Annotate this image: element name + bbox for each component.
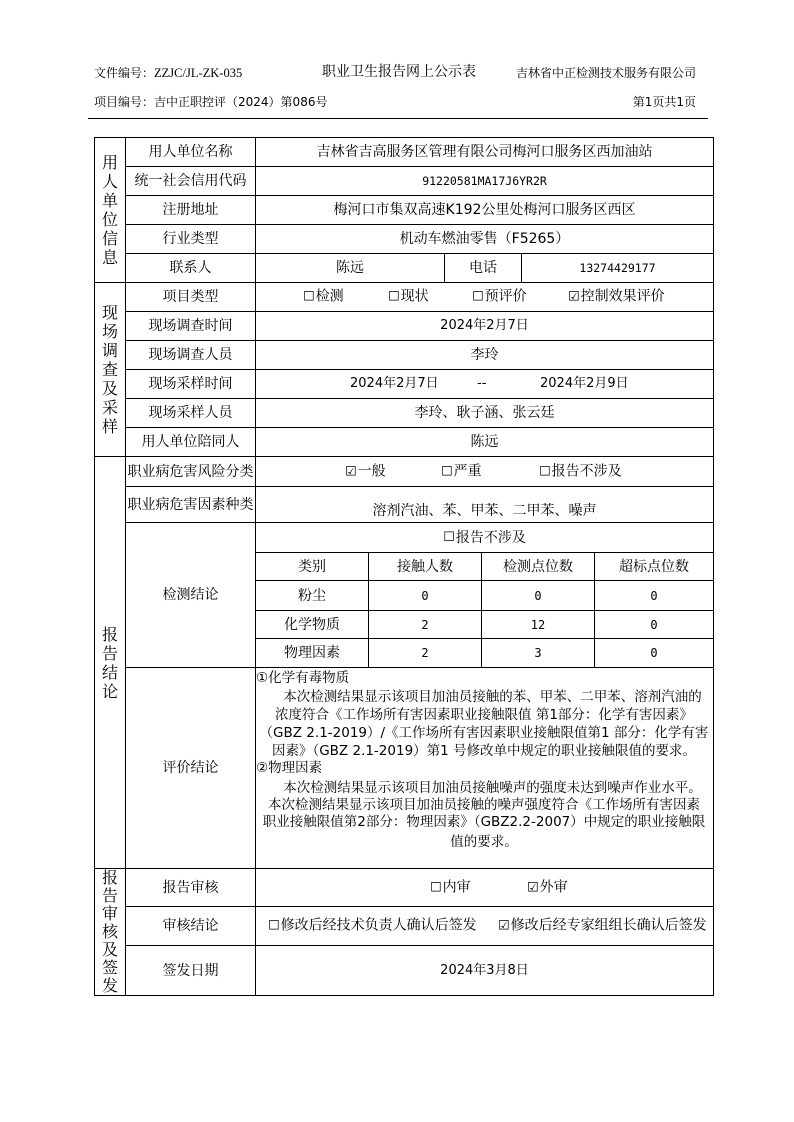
- section-title: 现场调查及采样: [101, 303, 118, 436]
- checkbox-icon[interactable]: ☐: [268, 918, 280, 934]
- project-type-option-control-effect[interactable]: [568, 289, 665, 306]
- checkbox-icon[interactable]: ☐: [303, 289, 315, 305]
- risk-option-general[interactable]: [345, 463, 386, 480]
- evaluation-text-line: 本次检测结果显示该项目加油员接触的噪声强度符合《工作场所有害因素: [268, 797, 700, 813]
- option-label: 外审: [539, 879, 568, 895]
- checkbox-icon[interactable]: ☐: [441, 464, 453, 479]
- evaluation-text-line: （GBZ 2.1-2019）/《工作场所有害因素职业接触限值第1 部分：化学有害: [259, 725, 709, 741]
- table-row-category: 粉尘: [255, 580, 369, 611]
- risk-class-options: [255, 456, 714, 487]
- header-divider: [88, 118, 708, 119]
- section-title: 报告结论: [101, 624, 118, 701]
- hazard-factors-label: 职业病危害因素种类: [125, 486, 256, 523]
- review-option-internal[interactable]: [430, 879, 471, 896]
- report-review-label: 报告审核: [125, 868, 256, 907]
- table-cell-points: 12: [481, 610, 595, 639]
- table-cell-exceed: 0: [594, 610, 714, 639]
- checkbox-icon[interactable]: ☐: [472, 289, 484, 305]
- escort-value: 陈远: [255, 427, 714, 457]
- review-conclusion-options: [255, 906, 714, 946]
- company-name: 吉林省中正检测技术服务有限公司: [515, 66, 696, 80]
- phone-value: 13274429177: [521, 253, 714, 283]
- sampler-label: 现场采样人员: [125, 398, 256, 428]
- detection-header-exceed: 超标点位数: [594, 552, 714, 581]
- surveyor-value: 李玲: [255, 340, 714, 370]
- project-number: [94, 94, 327, 110]
- sampling-time-range: [255, 369, 714, 399]
- table-row-category: 物理因素: [255, 638, 369, 668]
- checkbox-icon[interactable]: ☐: [430, 880, 442, 895]
- file-number-label: 文件编号：: [94, 66, 155, 80]
- phone-label: 电话: [444, 253, 522, 283]
- table-row-category: 化学物质: [255, 610, 369, 639]
- option-label: 现状: [400, 288, 429, 305]
- table-cell-points: 3: [481, 638, 595, 668]
- evaluation-text-line: 职业接触限值第2部分：物理因素》（GBZ2.2-2007）中规定的职业接触限: [262, 814, 706, 830]
- review-conclusion-label: 审核结论: [125, 906, 256, 946]
- file-number: [94, 65, 242, 81]
- option-label: 严重: [453, 463, 482, 479]
- project-type-label: 项目类型: [125, 282, 256, 312]
- review-option-external[interactable]: [527, 879, 568, 896]
- hazard-factors-value: 溶剂汽油、苯、甲苯、二甲苯、噪声: [255, 486, 714, 523]
- evaluation-text-line: 浓度符合《工作场所有害因素职业接触限值 第1部分：化学有害因素》: [275, 707, 693, 723]
- option-label: 预评价: [484, 288, 527, 305]
- industry-value: 机动车燃油零售（F5265）: [255, 224, 714, 254]
- project-number-label: 项目编号：: [94, 95, 155, 109]
- risk-class-label: 职业病危害风险分类: [125, 456, 256, 487]
- option-label: 报告不涉及: [551, 463, 622, 479]
- credit-code-value: 91220581MA17J6YR2R: [255, 166, 714, 196]
- address-label: 注册地址: [125, 195, 256, 225]
- section-report-conclusion: [94, 456, 126, 869]
- option-label: 报告不涉及: [455, 529, 526, 546]
- evaluation-text-line: 本次检测结果显示该项目加油员接触噪声的强度未达到噪声作业水平。: [283, 780, 702, 796]
- section-title: 用人单位信息: [101, 153, 118, 267]
- surveyor-label: 现场调查人员: [125, 340, 256, 370]
- contact-label: 联系人: [125, 253, 256, 283]
- report-review-options: [255, 868, 714, 907]
- evaluation-heading-chemical: ①化学有毒物质: [256, 670, 350, 686]
- checked-checkbox-icon[interactable]: ☑: [498, 918, 510, 934]
- section-survey-sampling: [94, 282, 126, 457]
- option-label: 控制效果评价: [580, 288, 665, 305]
- checked-checkbox-icon[interactable]: ☑: [568, 289, 580, 305]
- project-type-option-detection[interactable]: [303, 289, 344, 306]
- page-indicator: 第1页共1页: [632, 95, 696, 109]
- address-value: 梅河口市集双高速K192公里处梅河口服务区西区: [255, 195, 714, 225]
- review-conclusion-option-tech-lead[interactable]: [268, 918, 477, 935]
- detection-header-points: 检测点位数: [481, 552, 595, 581]
- checkbox-icon[interactable]: ☐: [388, 289, 400, 305]
- document-title: 职业卫生报告网上公示表: [322, 64, 476, 80]
- survey-time-value: 2024年2月7日: [255, 311, 714, 341]
- sampling-end-date: 2024年2月9日: [540, 376, 629, 391]
- employer-name-label: 用人单位名称: [125, 137, 256, 167]
- project-type-option-status[interactable]: [388, 289, 429, 306]
- option-label: 修改后经技术负责人确认后签发: [280, 917, 477, 934]
- risk-option-not-applicable[interactable]: [539, 463, 622, 480]
- section-employer-info: [94, 137, 126, 283]
- checked-checkbox-icon[interactable]: ☑: [527, 880, 539, 895]
- issue-date-label: 签发日期: [125, 945, 256, 996]
- project-type-options: [255, 282, 714, 312]
- contact-value: 陈远: [255, 253, 445, 283]
- sampling-date-separator: --: [477, 376, 487, 391]
- detection-header-category: 类别: [255, 552, 369, 581]
- table-cell-exposed: 2: [368, 638, 482, 668]
- sampler-value: 李玲、耿子涵、张云廷: [255, 398, 714, 428]
- review-conclusion-option-expert-lead[interactable]: [498, 918, 707, 935]
- evaluation-text-line: 因素》（GBZ 2.1-2019）第1 号修改单中规定的职业接触限值的要求。: [271, 743, 697, 759]
- table-cell-points: 0: [481, 580, 595, 611]
- checkbox-icon[interactable]: ☐: [443, 529, 455, 545]
- table-cell-exceed: 0: [594, 580, 714, 611]
- issue-date-value: 2024年3月8日: [255, 945, 714, 996]
- project-number-value: 吉中正职控评（2024）第086号: [154, 95, 328, 109]
- employer-name-value: 吉林省吉高服务区管理有限公司梅河口服务区西加油站: [255, 137, 714, 167]
- evaluation-text-line: 本次检测结果显示该项目加油员接触的苯、甲苯、二甲苯、溶剂汽油的: [283, 689, 702, 705]
- evaluation-text-line: 值的要求。: [450, 834, 518, 850]
- industry-label: 行业类型: [125, 224, 256, 254]
- option-label: 一般: [357, 463, 386, 479]
- risk-option-severe[interactable]: [441, 463, 482, 480]
- section-review-issue: [94, 868, 126, 996]
- sampling-start-date: 2024年2月7日: [350, 376, 439, 391]
- table-cell-exposed: 0: [368, 580, 482, 611]
- table-cell-exceed: 0: [594, 638, 714, 668]
- project-type-option-pre-evaluation[interactable]: [472, 289, 527, 306]
- sampling-time-label: 现场采样时间: [125, 369, 256, 399]
- escort-label: 用人单位陪同人: [125, 427, 256, 457]
- detection-conclusion-label: 检测结论: [125, 522, 256, 668]
- detection-not-applicable[interactable]: [255, 522, 714, 553]
- section-title: 报告审核及签发: [101, 868, 118, 995]
- checked-checkbox-icon[interactable]: ☑: [345, 464, 357, 479]
- credit-code-label: 统一社会信用代码: [125, 166, 256, 196]
- evaluation-heading-physical: ②物理因素: [256, 760, 323, 776]
- detection-header-exposed: 接触人数: [368, 552, 482, 581]
- table-cell-exposed: 2: [368, 610, 482, 639]
- survey-time-label: 现场调查时间: [125, 311, 256, 341]
- option-label: 内审: [442, 879, 471, 895]
- file-number-value: ZZJC/JL-ZK-035: [154, 66, 243, 80]
- checkbox-icon[interactable]: ☐: [539, 464, 551, 479]
- option-label: 修改后经专家组组长确认后签发: [510, 917, 707, 934]
- option-label: 检测: [315, 288, 344, 305]
- evaluation-conclusion-label: 评价结论: [125, 667, 256, 869]
